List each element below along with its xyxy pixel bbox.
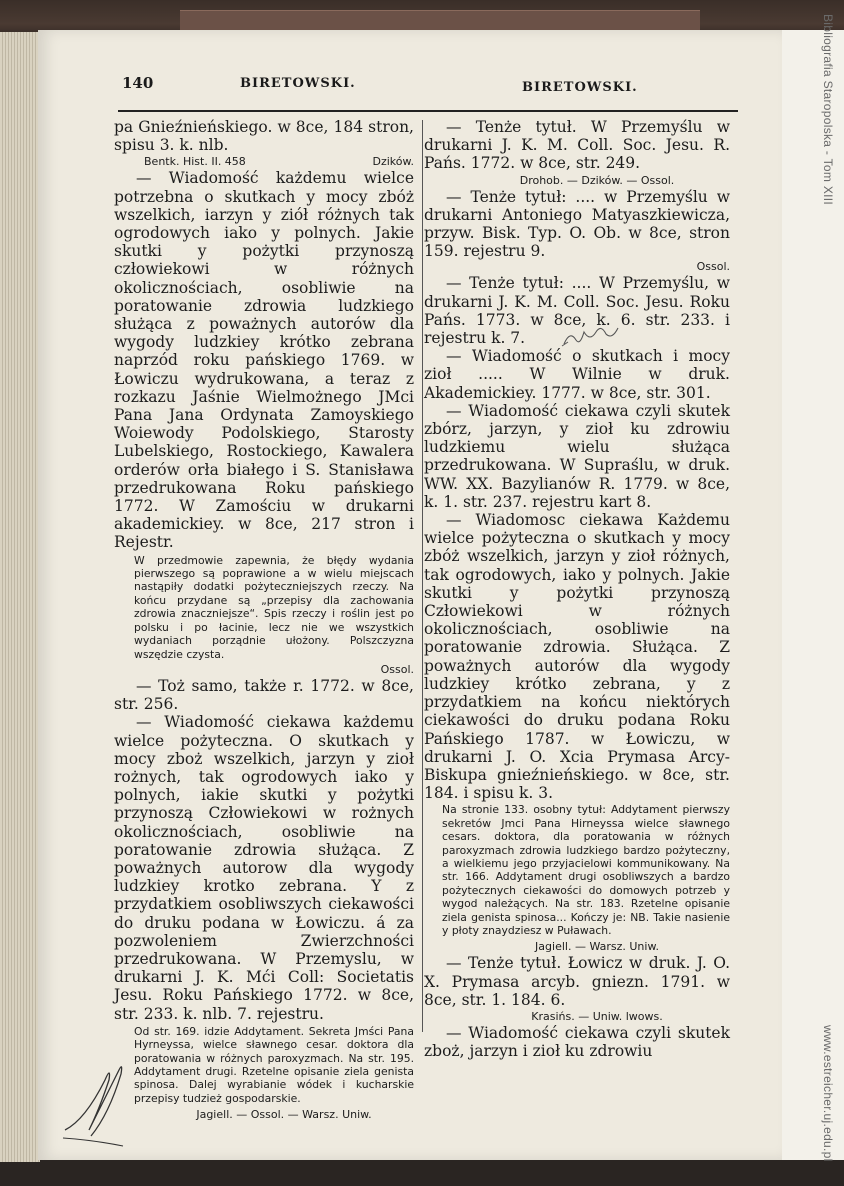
- library-reference: Krasińs. — Uniw. lwows.: [531, 1009, 663, 1023]
- bibliographic-entry: — Tenże tytuł: .... w Przemyślu w drukarni Antoniego Matyaszkiewicza, przyw. Bisk. Typ. O. Ob. w 8ce, stron 159. rejestru 9.: [424, 187, 730, 261]
- library-reference: Jagiell. — Warsz. Uniw.: [535, 940, 659, 954]
- entry-note: Na stronie 133. osobny tytuł: Addytament pierwszy sekretów Jmci Pana Hirneyssa wielce sławnego cesars. doktora, dla poratowania w różnych paroxyzmach zdrowia ludzkiego bardzo pożyteczny, a wielkiemu jego przyjacielowi kommunikowany. Na str. 166. Addytament drugi osobliwszych a bardzo pożytecznych ciekawości do domowych potrzeb y wygod należących. Na str. 183. Rzetelne opisanie ziela genista spinosa... Kończy je: NB. Takie nasienie y płoty znaydziesz w Puławach.: [442, 803, 730, 937]
- bibliographic-entry: — Tenże tytuł. Łowicz w druk. J. O. X. Prymasa arcyb. gniezn. 1791. w 8ce, str. 1. 184. 6.: [424, 954, 730, 1009]
- bibliographic-entry: — Wiadomość ciekawa każdemu wielce pożyteczna. O skutkach y mocy zboż wszelkich, jarzyn y zioł rożnych, tak ogrodowych iako y polnych, iakie skutki y pożytki przynoszą Człowiekowi w rożnych okolicznościach, osobliwie na poratowanie zdrowia służąca. Z poważnych autorow dla wygody ludzkiey krotko zebrana. Y z przydatkiem osobliwszych ciekawości do druku podana w Łowiczu. á za pozwoleniem Zwierzchności przedrukowana. W Przemyslu, w drukarni J. K. Mći Coll: Societatis Jesu. Roku Pańskiego 1772. w 8ce, str. 233. k. nlb. 7. rejestru.: [114, 713, 414, 1023]
- library-reference: Jagiell. — Ossol. — Warsz. Uniw.: [196, 1108, 372, 1122]
- right-column: [424, 118, 730, 1060]
- signature-mark-icon: [55, 1060, 145, 1150]
- library-siglum: Ossol.: [696, 260, 730, 274]
- library-siglum: Ossol.: [380, 662, 414, 676]
- bibliographic-entry: — Tenże tytuł. W Przemyślu w drukarni J. K. M. Coll. Soc. Jesu. R. Pańs. 1772. w 8ce, str. 249.: [424, 118, 730, 173]
- header-rule: [118, 110, 738, 112]
- running-head-left: BIRETOWSKI.: [240, 76, 356, 91]
- bibliographic-entry: — Wiadomość o skutkach i mocy zioł ..... W Wilnie w druk. Akademickiey. 1777. w 8ce, str. 301.: [424, 347, 730, 402]
- side-label-bibliography: Bibliografia Staropolska - Tom XIII: [821, 14, 835, 206]
- left-column: [114, 118, 414, 1122]
- column-divider: [422, 120, 423, 1032]
- entry-note: Od str. 169. idzie Addytament. Sekreta Jmści Pana Hyrneyssa, wielce sławnego cesar. doktora dla poratowania w różnych paroxyzmach. Na str. 195. Addytament drugi. Rzetelne opisanie ziela genista spinosa. Dalej wyrabianie wódek i kucharskie przepisy tudzież gospodarskie.: [134, 1024, 414, 1105]
- bibliographic-entry: — Tenże tytuł: .... W Przemyślu, w drukarni J. K. M. Coll. Soc. Jesu. Roku Pańs. 1773. w 8ce, k. 6. str. 233. i rejestru k. 7.: [424, 274, 730, 348]
- entry-note: W przedmowie zapewnia, że błędy wydania pierwszego są poprawione a w wielu miejscach nastąpiły dodatki pożyteczniejszych rzeczy. Na końcu przydane są „przepisy dla zachowania zdrowia znaczniejsze“. Spis rzeczy i roślin jest po polsku i po łacinie, lecz nie we wszystkich wydaniach porządnie ułożony. Polszczyzna wszędzie czysta.: [134, 553, 414, 661]
- reference-source: Bentk. Hist. II. 458: [144, 155, 246, 169]
- side-label-website: www.estreicher.uj.edu.pl: [821, 1025, 835, 1162]
- page-header: [122, 72, 738, 96]
- page-number: 140: [122, 74, 154, 92]
- bibliographic-entry: — Wiadomość każdemu wielce potrzebna o skutkach y mocy zbóż wszelkich, iarzyn y ziół różnych tak ogrodowych iako y polnych. Jakie skutki y pożytki przynoszą człowiekowi w różnych okolicznościach, osobliwie na poratowanie zdrowia ludzkiego służąca z poważnych autorów dla wygody ludzkiey krótko zebrana naprzód roku pańskiego 1769. w Łowiczu wydrukowana, a teraz z rozkazu Jaśnie Wielmożnego JMci Pana Jana Ordynata Zamoyskiego Woiewody Podolskiego, Starosty Lubelskiego, Rostockiego, Kawalera orderów orła białego i S. Stanisława przedrukowana Roku pańskiego 1772. W Zamościu w drukarni akademickiey. w 8ce, 217 stron i Rejestr.: [114, 169, 414, 552]
- entry-continuation: pa Gnieźnieńskiego. w 8ce, 184 stron, spisu 3. k. nlb.: [114, 118, 414, 155]
- bibliographic-entry: — Wiadomosc ciekawa Każdemu wielce pożyteczna o skutkach y mocy zbóż wszelkich, jarzyn y zioł różnych, tak ogrodowych, iako y polnych. Jakie skutki y pożytki przynoszą Człowiekowi w różnych okolicznościach, osobliwie na poratowanie zdrowia. Służąca. Z poważnych autorów dla wygody ludzkiey krótko zebrana, y z przydatkiem na końcu niektórych ciekawości do druku podana Roku Pańskiego 1787. w Łowiczu, w drukarni J. O. Xcia Prymasa Arcy-Biskupa gnieźnieńskiego. w 8ce, str. 184. i spisu k. 3.: [424, 511, 730, 803]
- bibliographic-entry: — Wiadomość ciekawa czyli skutek zbórz, jarzyn, y zioł ku zdrowiu ludzkiemu wielu służąca przedrukowana. W Supraślu, w druk. WW. XX. Bazylianów R. 1779. w 8ce, k. 1. str. 237. rejestru kart 8.: [424, 401, 730, 511]
- reference-library: Dzików.: [372, 155, 414, 169]
- pencil-annotation-icon: [560, 322, 632, 350]
- library-reference: Drohob. — Dzików. — Ossol.: [519, 173, 675, 187]
- running-head-right: BIRETOWSKI.: [522, 80, 638, 95]
- page-stack-edge: [0, 32, 40, 1162]
- bibliographic-entry: — Wiadomość ciekawa czyli skutek zboż, jarzyn i zioł ku zdrowiu: [424, 1023, 730, 1061]
- bibliographic-entry: — Toż samo, także r. 1772. w 8ce, str. 256.: [114, 676, 414, 714]
- library-reference: [114, 154, 414, 169]
